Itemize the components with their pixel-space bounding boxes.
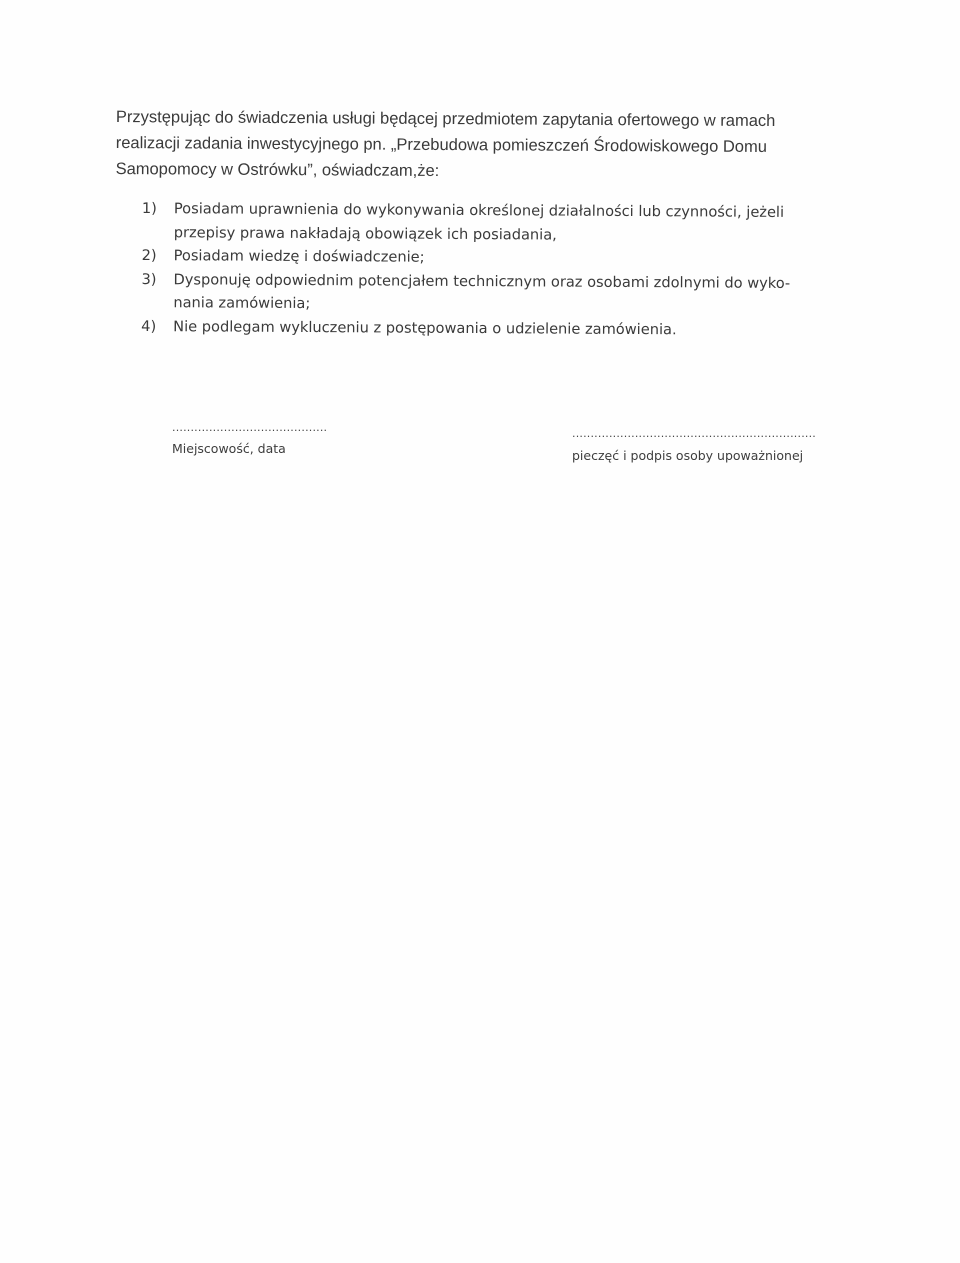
place-date-field	[172, 421, 372, 456]
signature-line: ..................................................................	[572, 427, 816, 440]
declaration-text: Posiadam uprawnienia do wykonywania określonej działalności lub czynności, jeżeli	[173, 200, 785, 221]
intro-line: realizacji zadania inwestycyjnego pn. „Przebudowa pomieszczeń Środowiskowego Domu	[115, 133, 767, 156]
intro-paragraph	[116, 104, 836, 186]
declaration-text: Posiadam wiedzę i doświadczenie;	[173, 247, 425, 266]
declarations-list	[141, 197, 842, 343]
intro-line: Przystępując do świadczenia usługi będącej przedmiotem zapytania ofertowego w ramach	[115, 107, 776, 131]
declaration-text: nania zamówienia;	[173, 294, 311, 313]
declaration-text: Nie podlegam wykluczeniu z postępowania o udzielenie zamówienia.	[173, 318, 677, 339]
place-date-line: ..........................................	[172, 421, 328, 434]
declaration-item	[142, 197, 842, 248]
place-date-label: Miejscowość, data	[172, 441, 286, 456]
intro-line: Samopomocy w Ostrówku”, oświadczam,że:	[115, 159, 440, 180]
declaration-number: 1)	[141, 199, 157, 218]
declaration-number: 4)	[141, 317, 157, 336]
declaration-number: 3)	[141, 270, 157, 288]
declaration-text: przepisy prawa nakładają obowiązek ich posiadania,	[173, 223, 557, 244]
declaration-item	[141, 268, 841, 319]
declaration-text: Dysponuję odpowiednim potencjałem technicznym oraz osobami zdolnymi do wyko-	[173, 270, 791, 292]
signature-field	[572, 427, 852, 463]
signature-label: pieczęć i podpis osoby upoważnionej	[572, 448, 804, 463]
declaration-item	[141, 315, 841, 343]
declaration-number: 2)	[141, 247, 157, 265]
